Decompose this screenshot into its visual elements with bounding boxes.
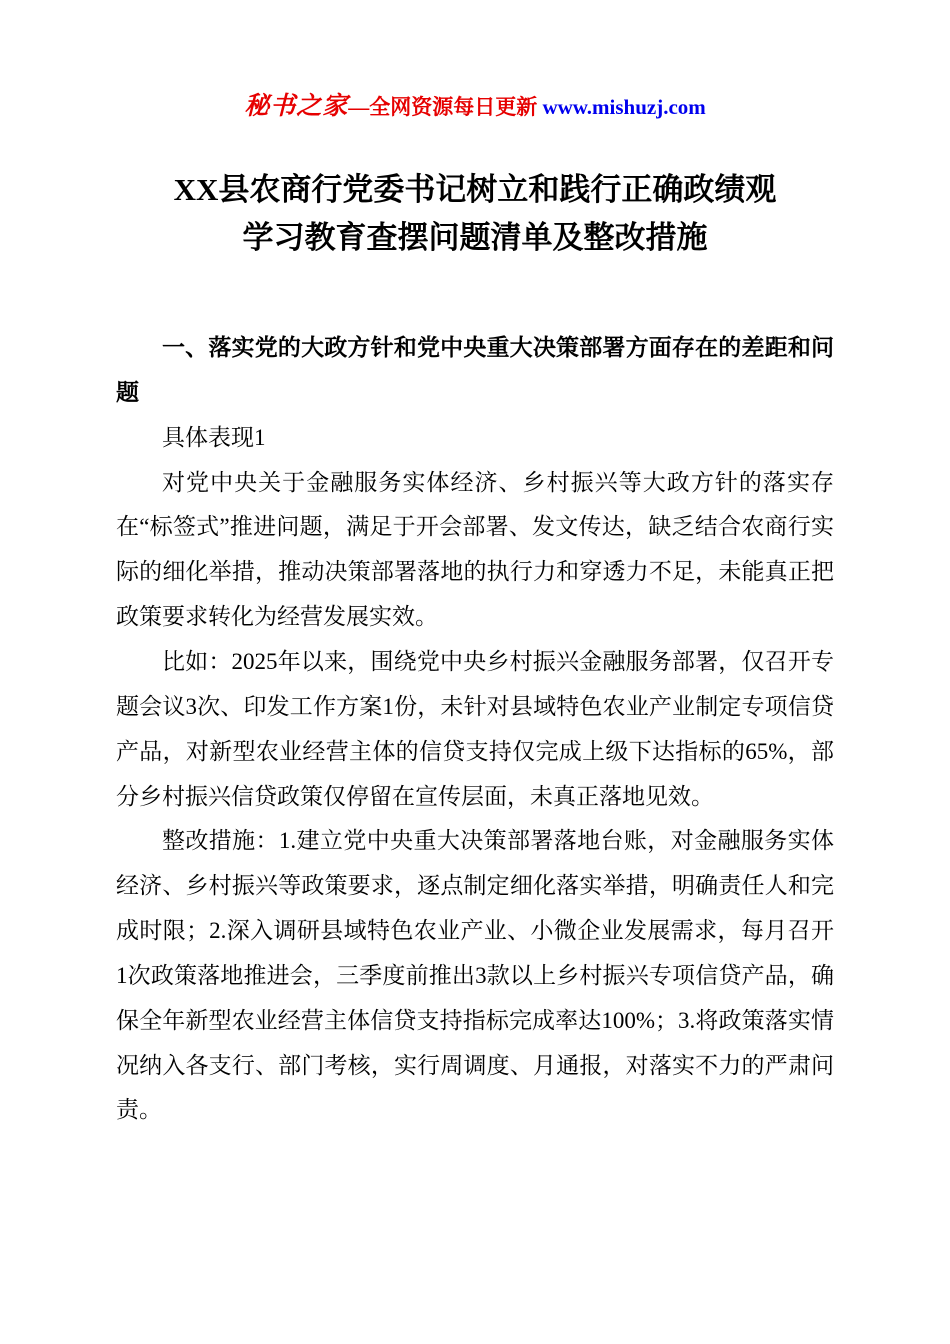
document-title-line-1: XX县农商行党委书记树立和践行正确政绩观 bbox=[173, 172, 777, 207]
subheading-specific-manifestation: 具体表现1 bbox=[162, 424, 266, 450]
site-url-link[interactable]: www.mishuzj.com bbox=[542, 95, 706, 119]
document-title bbox=[116, 166, 834, 262]
paragraph-problem-description: 对党中央关于金融服务实体经济、乡村振兴等大政方针的落实存在“标签式”推进问题，满足于开会部署、发文传达，缺乏结合农商行实际的细化举措，推动决策部署落地的执行力和穿透力不足，未能真正把政策要求转化为经营发展实效。 bbox=[116, 469, 834, 630]
section-heading: 一、落实党的大政方针和党中央重大决策部署方面存在的差距和问题 bbox=[116, 335, 834, 405]
site-name: 秘书之家 bbox=[244, 93, 349, 120]
site-header bbox=[116, 86, 834, 122]
paragraph-rectification-measures: 整改措施：1.建立党中央重大决策部署落地台账，对金融服务实体经济、乡村振兴等政策要求，逐点制定细化落实举措，明确责任人和完成时限；2.深入调研县域特色农业产业、小微企业发展需求，每月召开1次政策落地推进会，三季度前推出3款以上乡村振兴专项信贷产品，确保全年新型农业经营主体信贷支持指标完成率达100%；3.将政策落实情况纳入各支行、部门考核，实行周调度、月通报，对落实不力的严肃问责。 bbox=[116, 828, 834, 1123]
document-body bbox=[116, 326, 834, 1133]
paragraph-example: 比如：2025年以来，围绕党中央乡村振兴金融服务部署，仅召开专题会议3次、印发工作方案1份，未针对县域特色农业产业制定专项信贷产品，对新型农业经营主体的信贷支持仅完成上级下达指标的65%，部分乡村振兴信贷政策仅停留在宣传层面，未真正落地见效。 bbox=[116, 649, 834, 809]
document-title-line-2: 学习教育查摆问题清单及整改措施 bbox=[242, 220, 708, 256]
site-tagline: —全网资源每日更新 bbox=[348, 95, 543, 119]
